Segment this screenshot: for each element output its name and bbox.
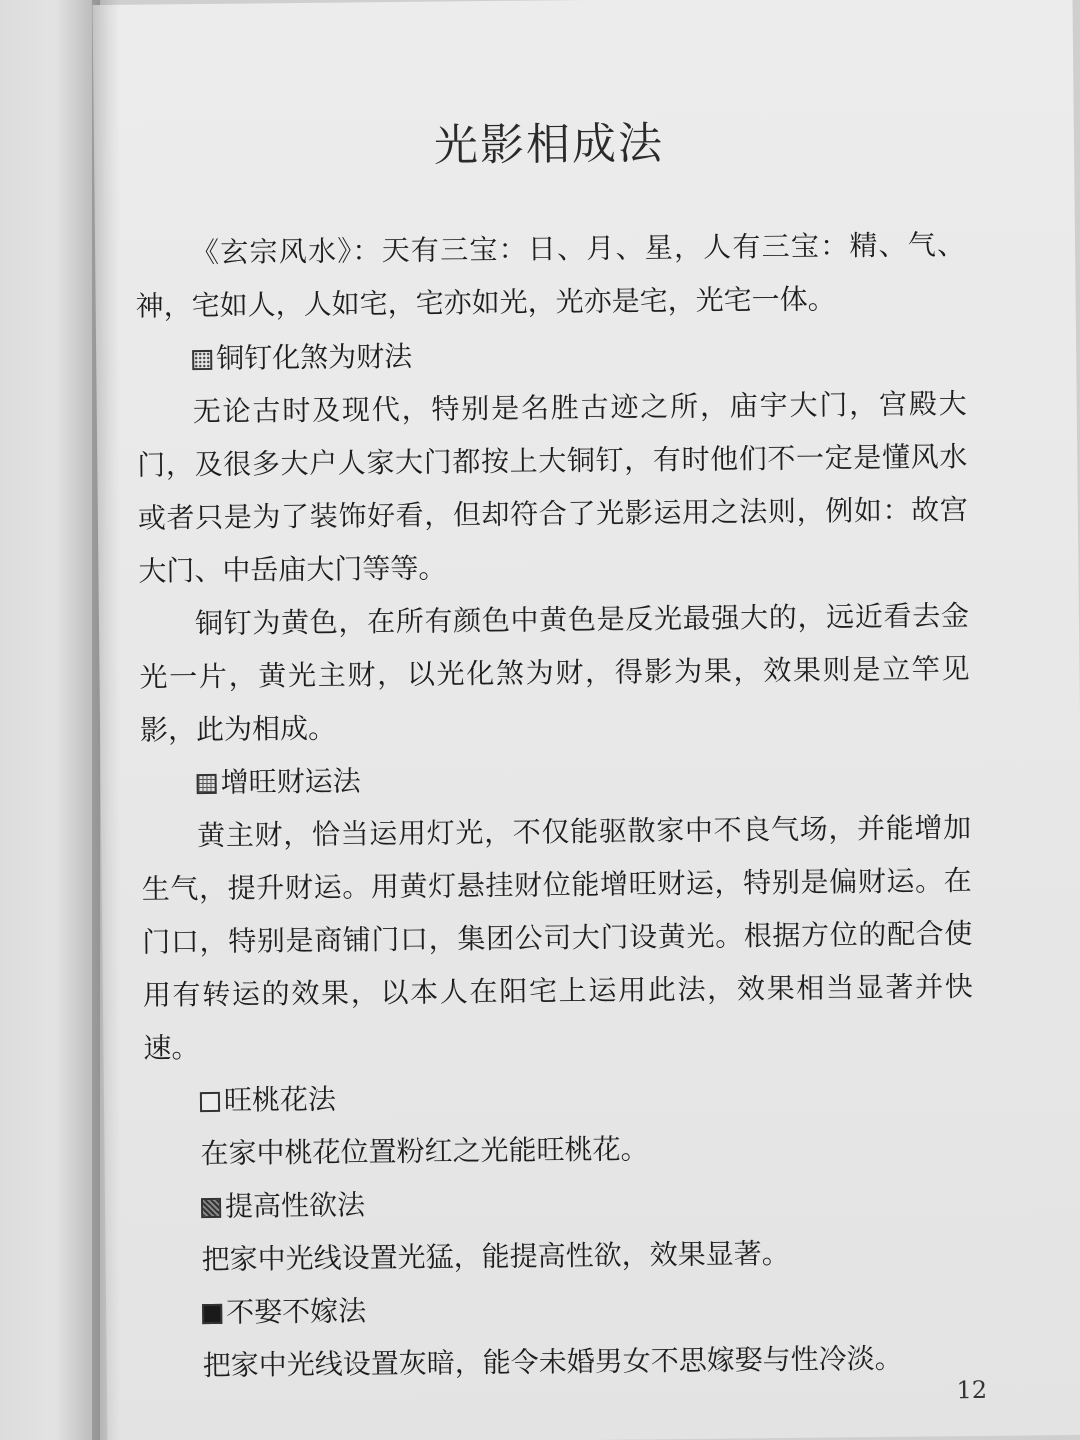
paragraph: 把家中光线设置光猛，能提高性欲，效果显著。	[201, 1236, 790, 1277]
paragraph: 把家中光线设置灰暗，能令未婚男女不思嫁娶与性冷淡。	[202, 1341, 903, 1383]
section-heading-text: 提高性欲法	[224, 1188, 366, 1223]
section-marker-icon	[202, 1303, 222, 1323]
section-heading-copper-nails	[136, 324, 967, 386]
book-page	[92, 0, 1080, 1440]
paragraph: 无论古时及现代，特别是名胜古迹之所，庙宇大门，宫殿大门，及很多大户人家大门都按上大铜钉，有时他们不一定是懂风水或者只是为了装饰好看，但却符合了光影运用之法则，例如：故宫大门、中岳庙大门等等。	[137, 387, 968, 588]
page-number: 12	[956, 1375, 988, 1405]
paragraph: 黄主财，恰当运用灯光，不仅能驱散家中不良气场，并能增加生气，提升财运。用黄灯悬挂财位能增旺财运，特别是偏财运。在门口，特别是商铺门口，集团公司大门设黄光。根据方位的配合使用有转运的效果，以本人在阳宅上运用此法，效果相当显著并快速。	[141, 811, 973, 1065]
section-marker-icon	[201, 1197, 221, 1217]
section-heading-no-marriage	[146, 1278, 977, 1340]
intro-paragraph: 《玄宗风水》：天有三宝：日、月、星，人有三宝：精、气、神，宅如人，人如宅，宅亦如光，光亦是宅，光宅一体。	[135, 228, 966, 323]
section-heading-libido	[145, 1172, 976, 1234]
page-content	[132, 0, 977, 1440]
section-marker-icon	[197, 773, 217, 793]
section-heading-text: 铜钉化煞为财法	[216, 339, 413, 375]
section-marker-icon	[192, 349, 212, 369]
section-heading-text: 旺桃花法	[223, 1082, 337, 1117]
paragraph: 在家中桃花位置粉红之光能旺桃花。	[200, 1132, 649, 1171]
section-heading-wealth	[140, 748, 971, 810]
section-marker-icon	[200, 1091, 220, 1111]
section-heading-text: 不娶不嫁法	[226, 1294, 367, 1329]
page-title: 光影相成法	[433, 118, 665, 172]
section-heading-text: 增旺财运法	[220, 764, 361, 799]
body-text	[135, 218, 977, 1393]
section-heading-peach-blossom	[144, 1066, 975, 1128]
paragraph: 铜钉为黄色，在所有颜色中黄色是反光最强大的，远近看去金光一片，黄光主财，以光化煞为财，得影为果，效果则是立竿见影，此为相成。	[139, 599, 970, 747]
left-page-edge	[0, 0, 100, 1440]
